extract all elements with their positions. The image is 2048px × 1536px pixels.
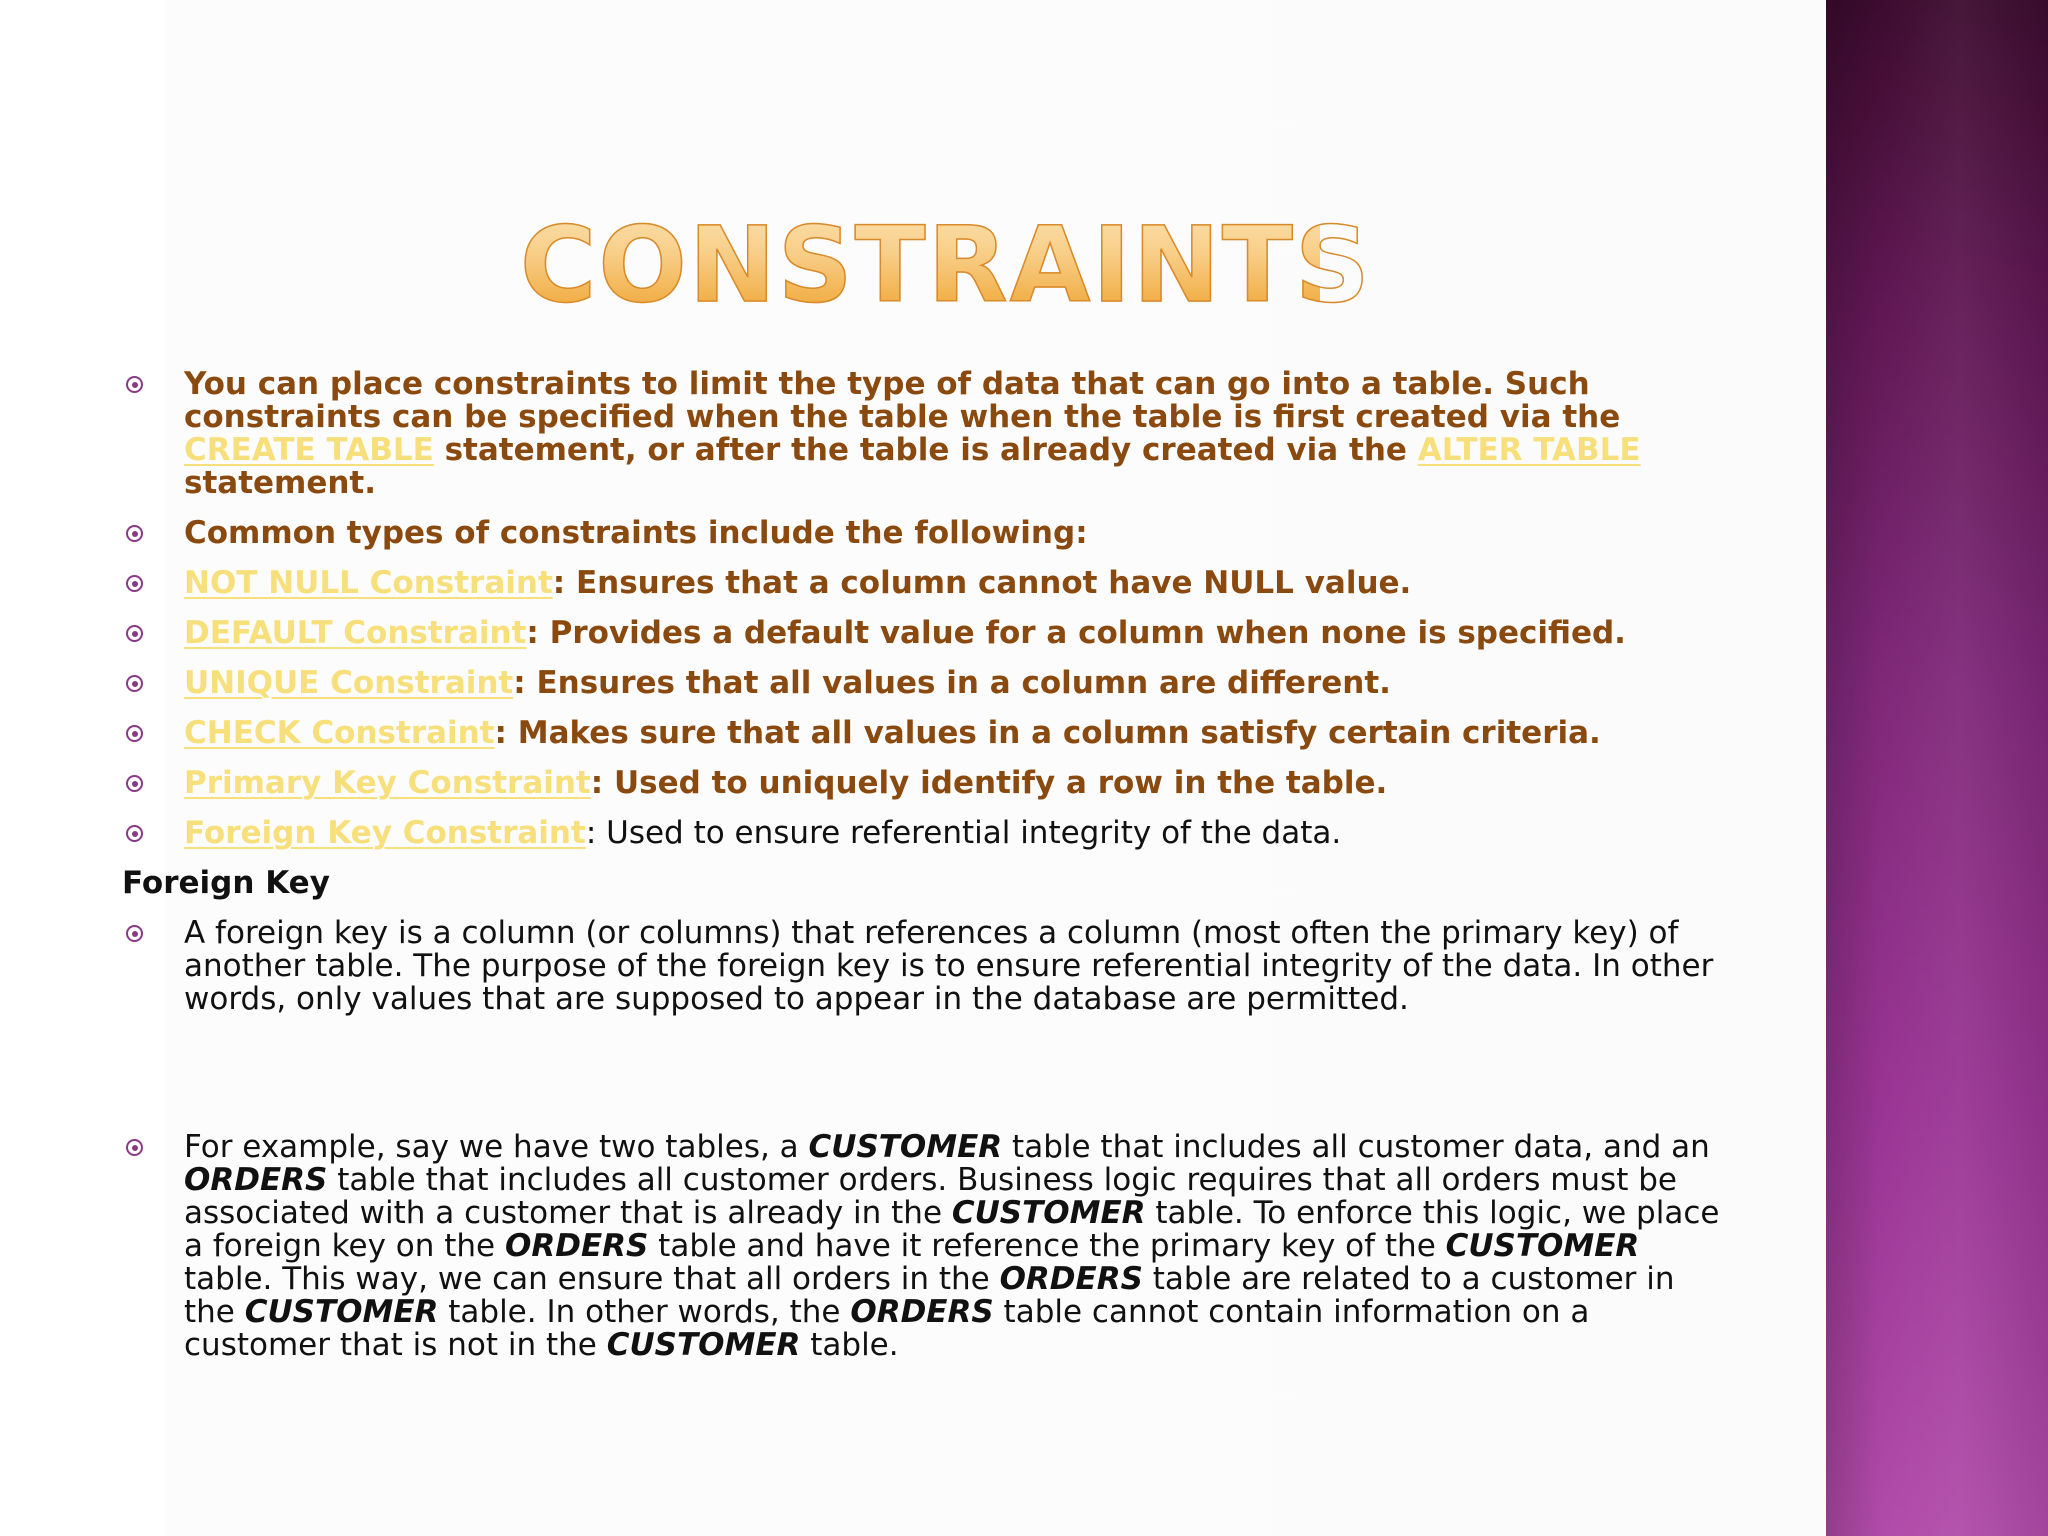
bullet-foreign-key: [122, 817, 1722, 850]
circled-dot-icon: [126, 1139, 143, 1156]
common-types-text: Common types of constraints include the following:: [184, 515, 1088, 551]
example-text: table. To enforce this logic, we place a foreign key on the: [184, 1195, 1720, 1264]
constraint-description: : Used to uniquely identify a row in the table.: [590, 765, 1388, 801]
circled-dot-icon: [126, 575, 143, 592]
orders-term: ORDERS: [999, 1261, 1143, 1297]
foreign-key-heading: Foreign Key: [122, 865, 330, 901]
example-text: For example, say we have two tables, a: [184, 1129, 809, 1165]
bullet-not-null: [122, 567, 1722, 600]
intro-text-1: You can place constraints to limit the type of data that can go into a table. Such constraints can be specified when the table when the table is first created via the: [184, 366, 1621, 435]
example-text: table that includes all customer orders. Business logic requires that all orders must be associated with a customer that is already in the: [184, 1162, 1677, 1231]
circled-dot-icon: [126, 675, 143, 692]
bullet-primary-key: [122, 767, 1722, 800]
foreign-key-constraint-link[interactable]: Foreign Key Constraint: [184, 815, 586, 851]
intro-text-2: statement, or after the table is already created via the: [433, 432, 1418, 468]
check-constraint-link[interactable]: CHECK Constraint: [184, 715, 495, 751]
customer-term: CUSTOMER: [808, 1129, 1003, 1165]
example-text: table. In other words, the: [438, 1294, 851, 1330]
customer-term: CUSTOMER: [606, 1327, 801, 1363]
primary-key-constraint-link[interactable]: Primary Key Constraint: [184, 765, 591, 801]
bullet-default: [122, 617, 1722, 650]
circled-dot-icon: [126, 376, 143, 393]
alter-table-link[interactable]: ALTER TABLE: [1417, 432, 1641, 468]
example-text: table. This way, we can ensure that all orders in the: [184, 1261, 1000, 1297]
slide-title: CONSTRAINTS: [520, 200, 1320, 330]
default-constraint-link[interactable]: DEFAULT Constraint: [184, 615, 527, 651]
create-table-link[interactable]: CREATE TABLE: [184, 432, 434, 468]
unique-constraint-link[interactable]: UNIQUE Constraint: [184, 665, 514, 701]
bullet-unique: [122, 667, 1722, 700]
circled-dot-icon: [126, 625, 143, 642]
orders-term: ORDERS: [850, 1294, 994, 1330]
example-text: table.: [800, 1327, 899, 1363]
bullet-foreign-key-definition: [122, 917, 1722, 1016]
circled-dot-icon: [126, 725, 143, 742]
constraint-description: : Provides a default value for a column when none is specified.: [526, 615, 1626, 651]
example-text: table are related to a customer in the: [184, 1261, 1675, 1330]
constraint-description: : Ensures that all values in a column are different.: [513, 665, 1391, 701]
orders-term: ORDERS: [184, 1162, 328, 1198]
bullet-common-types: [122, 517, 1722, 550]
spacer: [122, 1033, 1722, 1131]
circled-dot-icon: [126, 525, 143, 542]
orders-term: ORDERS: [504, 1228, 649, 1264]
decorative-side-band: [1826, 0, 2048, 1536]
intro-text-3: statement.: [184, 465, 377, 501]
constraint-description: : Ensures that a column cannot have NULL value.: [552, 565, 1412, 601]
circled-dot-icon: [126, 775, 143, 792]
slide-content: [122, 368, 1722, 1379]
not-null-constraint-link[interactable]: NOT NULL Constraint: [184, 565, 553, 601]
circled-dot-icon: [126, 925, 143, 942]
customer-term: CUSTOMER: [1445, 1228, 1640, 1264]
constraint-description: : Used to ensure referential integrity of the data.: [585, 815, 1342, 851]
example-text: table cannot contain information on a customer that is not in the: [184, 1294, 1590, 1363]
example-text: table and have it reference the primary key of the: [648, 1228, 1446, 1264]
foreign-key-definition-text: A foreign key is a column (or columns) that references a column (most often the primary key) of another table. The purpose of the foreign key is to ensure referential integrity of the data. In other words, only values that are supposed to appear in the database are permitted.: [184, 915, 1714, 1017]
example-text: table that includes all customer data, and an: [1002, 1129, 1710, 1165]
bullet-check: [122, 717, 1722, 750]
customer-term: CUSTOMER: [951, 1195, 1146, 1231]
bullet-foreign-key-example: [122, 1131, 1722, 1362]
side-band-sheen: [1826, 0, 2048, 1536]
bullet-intro: [122, 368, 1722, 500]
constraint-description: : Makes sure that all values in a column satisfy certain criteria.: [494, 715, 1601, 751]
circled-dot-icon: [126, 825, 143, 842]
customer-term: CUSTOMER: [244, 1294, 439, 1330]
